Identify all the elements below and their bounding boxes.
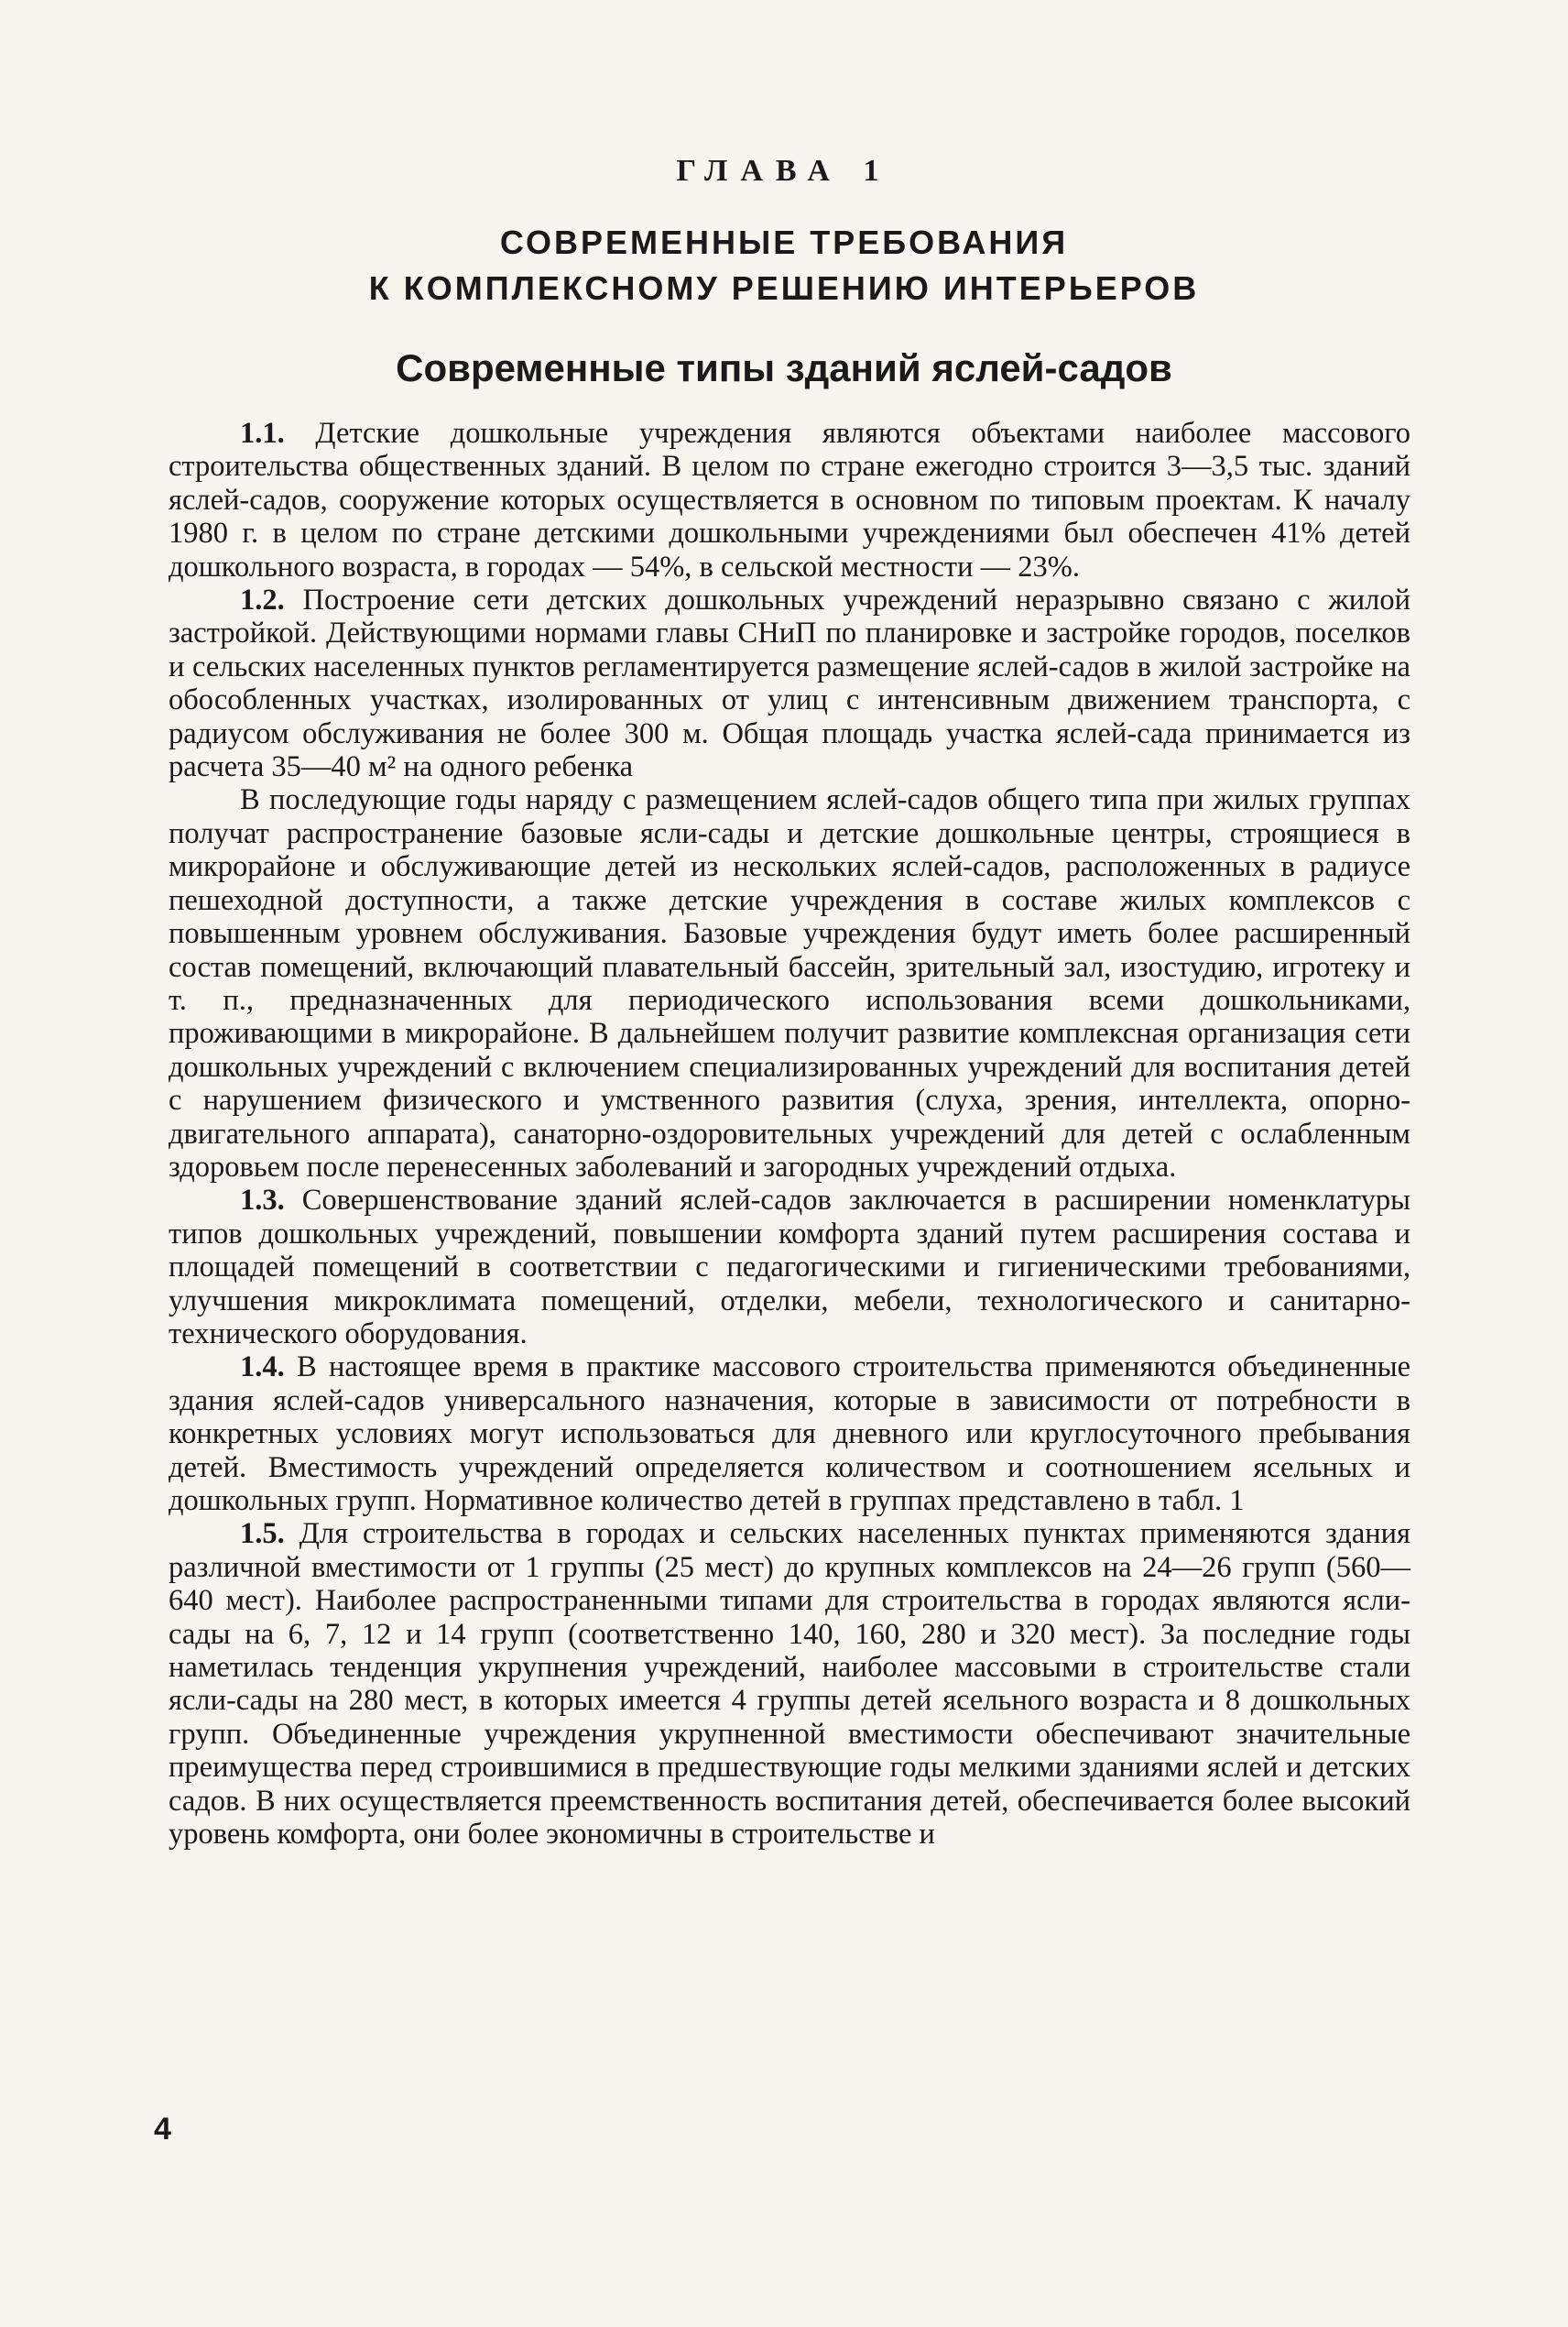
paragraph-number: 1.4. (240, 1350, 285, 1384)
paragraph-text: Совершенствование зданий яслей-садов заключается в расширении номенклатуры типов дошкольных учреждений, повышении комфорта зданий путем расширения состава и площадей помещений в соответствии с педагогическими и гигиеническими требованиями, улучшения микроклимата помещений, отделки, мебели, технологического и санитарно-технического оборудования. (169, 1184, 1410, 1350)
paragraph-number: 1.5. (240, 1517, 285, 1551)
paragraph-1-5 (169, 1517, 1410, 1851)
chapter-title-line-1: СОВРЕМЕННЫЕ ТРЕБОВАНИЯ (499, 224, 1069, 261)
paragraph-1-3 (169, 1184, 1410, 1350)
paragraph-text: Для строительства в городах и сельских населенных пунктах применяются здания различной вместимости от 1 группы (25 мест) до крупных комплексов на 24—26 групп (560—640 мест). Наиболее распространенными типами для строительства в городах являются ясли-сады на 6, 7, 12 и 14 групп (соответственно 140, 160, 280 и 320 мест). За последние годы наметилась тенденция укрупнения учреждений, наиболее массовыми в строительстве стали ясли-сады на 280 мест, в которых имеется 4 группы детей ясельного возраста и 8 дошкольных групп. Объединенные учреждения укрупненной вместимости обеспечивают значительные преимущества перед строившимися в предшествующие годы мелкими зданиями яслей и детских садов. В них осуществляется преемственность воспитания детей, обеспечивается более высокий уровень комфорта, они более экономичны в строительстве и (169, 1517, 1410, 1852)
chapter-title (0, 220, 1568, 311)
chapter-label: ГЛАВА 1 (676, 154, 892, 188)
paragraph-text: Детские дошкольные учреждения являются объектами наиболее массового строительства общественных зданий. В целом по стране ежегодно строится 3—3,5 тыс. зданий яслей-садов, сооружение которых осуществляется в основном по типовым проектам. К началу 1980 г. в целом по стране детскими дошкольными учреждениями был обеспечен 41% детей дошкольного возраста, в городах — 54%, в сельской местности — 23%. (169, 417, 1410, 584)
paragraph-number: 1.3. (240, 1184, 285, 1218)
paragraph-continuation (169, 783, 1410, 1184)
paragraph-text: В последующие годы наряду с размещением яслей-садов общего типа при жилых группах получат распространение базовые ясли-сады и детские дошкольные центры, строящиеся в микрорайоне и обслуживающие детей из нескольких яслей-садов, расположенных в радиусе пешеходной доступности, а также детские учреждения в составе жилых комплексов с повышенным уровнем обслуживания. Базовые учреждения будут иметь более расширенный состав помещений, включающий плавательный бассейн, зрительный зал, изостудию, игротеку и т. п., предназначенных для периодического использования всеми дошкольниками, проживающими в микрорайоне. В дальнейшем получит развитие комплексная организация сети дошкольных учреждений с включением специализированных учреждений для воспитания детей с нарушением физического и умственного развития (слуха, зрения, интеллекта, опорно-двигательного аппарата), санаторно-оздоровительных учреждений для детей с ослабленным здоровьем после перенесенных заболеваний и загородных учреждений отдыха. (169, 783, 1410, 1184)
paragraph-1-1 (169, 417, 1410, 584)
section-title: Современные типы зданий яслей-садов (396, 346, 1172, 389)
page-number: 4 (154, 2112, 171, 2147)
chapter-title-line-2: К КОМПЛЕКСНОМУ РЕШЕНИЮ ИНТЕРЬЕРОВ (368, 269, 1200, 307)
paragraph-number: 1.2. (240, 584, 285, 617)
paragraph-1-2 (169, 584, 1410, 783)
paragraph-text: В настоящее время в практике массового строительства применяются объединенные здания яслей-садов универсального назначения, которые в зависимости от потребности в конкретных условиях могут использоваться для дневного или круглосуточного пребывания детей. Вместимость учреждений определяется количеством и соотношением ясельных и дошкольных групп. Нормативное количество детей в группах представлено в табл. 1 (169, 1350, 1411, 1517)
paragraph-number: 1.1. (240, 417, 285, 450)
paragraph-1-4 (169, 1350, 1410, 1517)
body-text (169, 417, 1410, 1851)
paragraph-text: Построение сети детских дошкольных учреждений неразрывно связано с жилой застройкой. Действующими нормами главы СНиП по планировке и застройке городов, поселков и сельских населенных пунктов регламентируется размещение яслей-садов в жилой застройке на обособленных участках, изолированных от улиц с интенсивным движением транспорта, с радиусом обслуживания не более 300 м. Общая площадь участка яслей-сада принимается из расчета 35—40 м² на одного ребенка (169, 584, 1410, 784)
